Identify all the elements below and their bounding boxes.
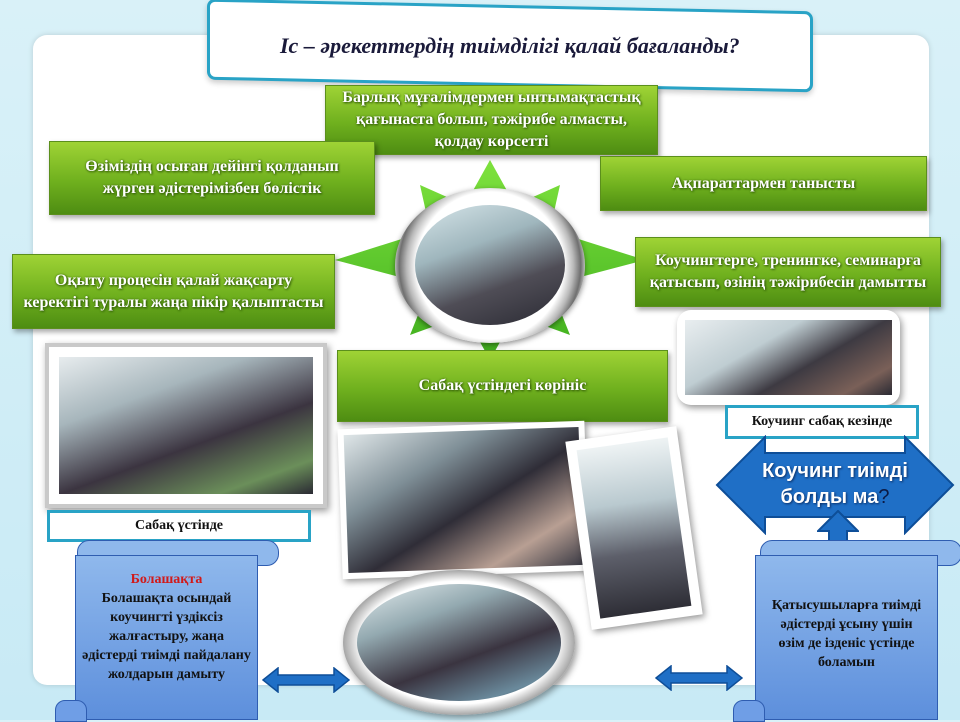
caption-coaching: Коучинг сабақ кезінде xyxy=(725,405,919,439)
scroll-right xyxy=(755,555,938,720)
box-cooperation: Барлық мұғалімдермен ынтымақтастық қағынаста болып, тәжірибе алмасты, қолдау көрсетті xyxy=(325,85,658,155)
caption-lesson: Сабақ үстінде xyxy=(47,510,311,542)
box-info: Ақпараттармен танысты xyxy=(600,156,927,211)
left-horizontal-double-arrow-icon xyxy=(262,667,350,693)
oval-frame-bottom xyxy=(343,570,575,715)
photo-coaching xyxy=(685,320,892,395)
title-banner xyxy=(207,0,813,92)
box-lesson-view: Сабақ үстіндегі көрініс xyxy=(337,350,668,422)
slide-title: Іс – әрекеттердің тиімділігі қалай бағаланды? xyxy=(280,32,740,58)
scroll-right-bottom-curl xyxy=(733,700,765,722)
photo-group xyxy=(344,427,584,573)
photo-frame-coaching xyxy=(677,310,900,405)
photo-lesson xyxy=(59,357,313,494)
box-development: Коучингтерге, тренингке, семинарға қатысып, өзінің тәжірибесін дамытты xyxy=(635,237,941,307)
scroll-right-body: Қатысушыларға тиімді әдістерді ұсыну үшін өзім де ізденіс үстінде боламын xyxy=(771,598,922,670)
right-horizontal-double-arrow-icon xyxy=(655,665,743,691)
arrow-question-main: Коучинг тиімді болды ма xyxy=(762,460,908,508)
scroll-left-heading: Болашақта xyxy=(130,572,203,587)
oval-photo-classroom xyxy=(415,205,565,325)
photo-frame-group xyxy=(337,421,589,580)
photo-frame-lesson xyxy=(45,343,327,508)
scroll-left-bottom-curl xyxy=(55,700,87,722)
scroll-left xyxy=(75,555,258,720)
arrow-question-text xyxy=(755,458,915,514)
question-mark: ? xyxy=(878,486,890,508)
box-new-opinion: Оқыту процесін қалай жақсарту керектігі туралы жаңа пікір қалыптасты xyxy=(12,254,335,329)
box-shared-methods: Өзіміздің осыған дейінгі қолданып жүрген әдістерімізбен бөлістік xyxy=(49,141,375,215)
photo-hall xyxy=(577,437,692,618)
scroll-left-body: Болашақта осындай коучингті үздіксіз жалғастыру, жаңа әдістерді тиімді пайдалану жолдарын дамыту xyxy=(82,591,251,682)
photo-bottom-group xyxy=(357,584,561,701)
